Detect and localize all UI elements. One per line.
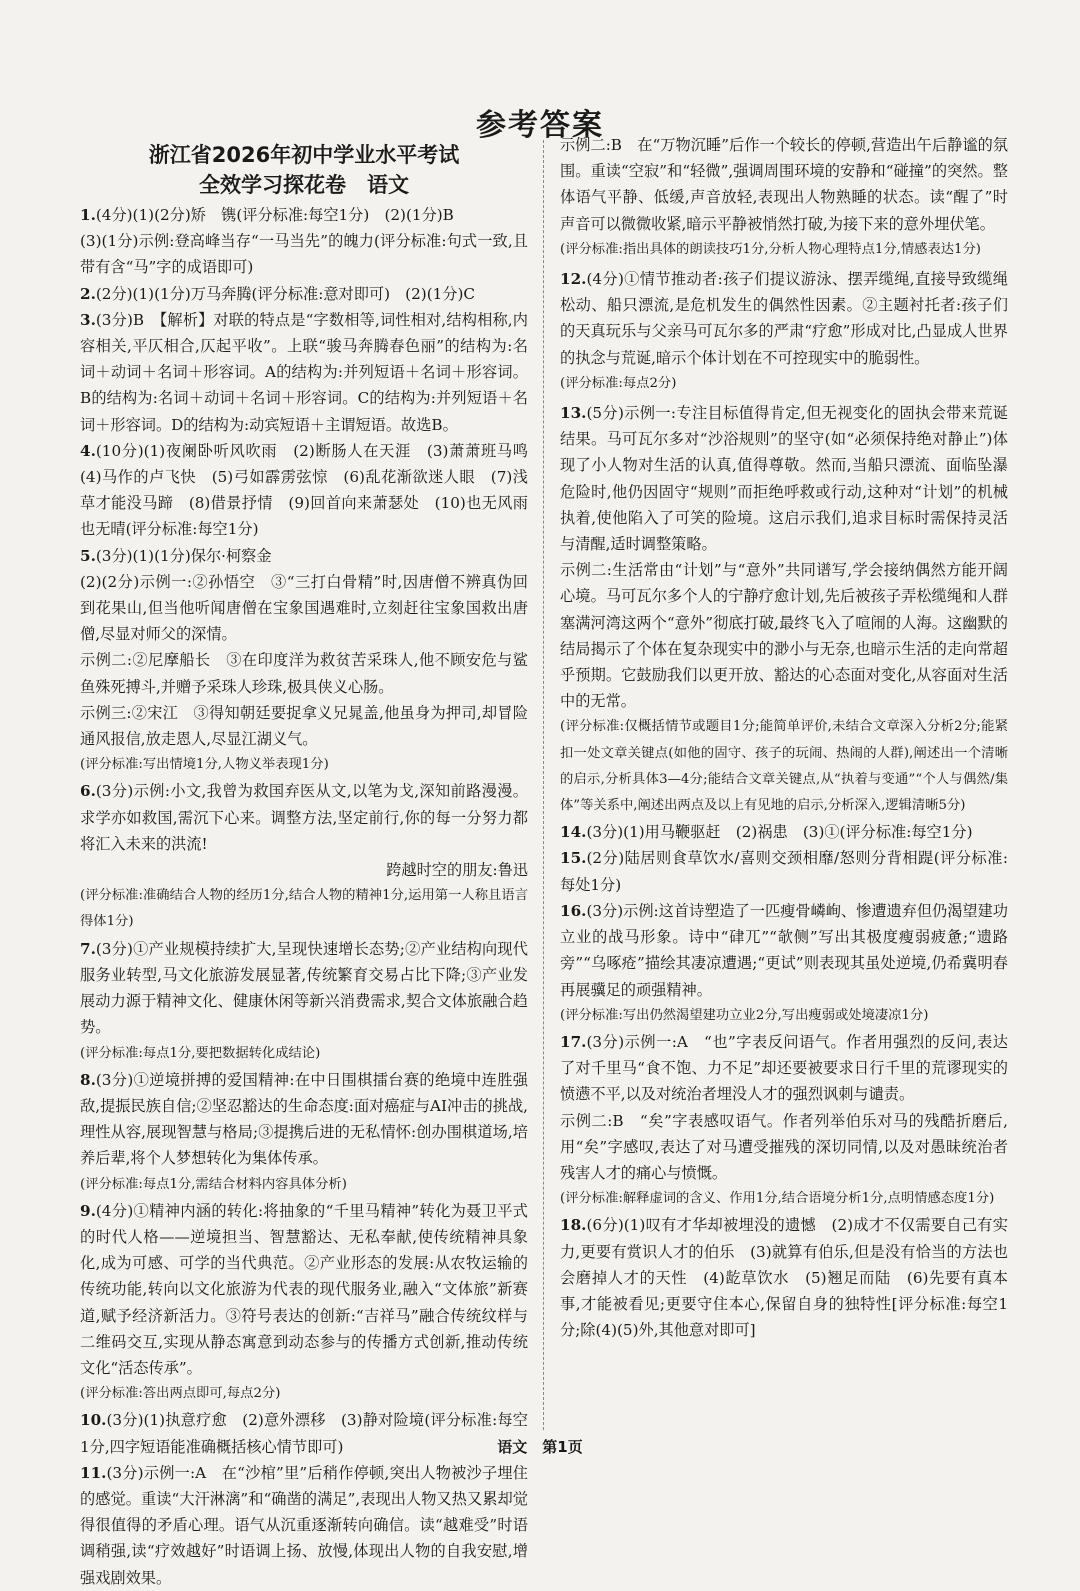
page-footer: 语文 第1页 [497,1438,583,1456]
answer-q18: 18.(6分)(1)叹有才华却被埋没的遗憾 (2)成才不仅需要自己有实力,更要有赏识人才的伯乐 (3)就算有伯乐,但是没有恰当的方法也会磨掉人才的天性 (4)龁草饮水 (5)翘足而陆 (6)先要有真本事,才能被看见;更要守住本心,保留自身的独特性[评分标准:每空1分;除(4)(5)外,其他意对即可] [560,1216,1008,1340]
answer-q1: 1.(4分)(1)(2分)矫 镌(评分标准:每空1分) (2)(1分)B [80,206,454,224]
answer-q15: 15.(2分)陆居则食草饮水/喜则交颈相靡/怒则分背相踶(评分标准:每处1分) [560,849,1008,894]
answer-q11-example2: 示例二:B 在“万物沉睡”后作一个较长的停顿,营造出午后静谧的氛围。重读“空寂”和“轻微”,强调周围环境的安静和“碰撞”的突然。整体语气平静、低缓,声音放轻,表现出人物熟睡的状态。读“醒了”时声音可以微微收紧,暗示平静被悄然打破,为接下来的意外埋伏笔。 [560,136,1008,233]
page-title: 参考答案 [476,108,604,143]
answer-q9-note: (评分标准:答出两点即可,每点2分) [80,1386,281,1402]
answer-q17-note: (评分标准:解释虚词的含义、作用1分,结合语境分析1分,点明情感态度1分) [560,1191,995,1207]
right-column [560,132,1008,1343]
answer-q6-signature: 跨越时空的朋友:鲁迅 [386,861,528,880]
answer-q6: 6.(3分)示例:小文,我曾为救国弃医从文,以笔为戈,深知前路漫漫。求学亦如救国,需沉下心来。调整方法,坚定前行,你的每一分努力都将汇入未来的洪流! [80,782,528,853]
answer-q13: 13.(5分)示例一:专注目标值得肯定,但无视变化的固执会带来荒诞结果。马可瓦尔多对“沙浴规则”的坚守(如“必须保持绝对静止”)体现了小人物对生活的认真,值得尊敬。然而,当船只漂流、面临坠瀑危险时,他仍因固守“规则”而拒绝呼救或行动,这种对“计划”的机械执着,使他陷入了可笑的险境。这启示我们,追求目标时需保持灵活与清醒,适时调整策略。 [560,404,1008,554]
answer-q12: 12.(4分)①情节推动者:孩子们提议游泳、摆弄缆绳,直接导致缆绳松动、船只漂流,是危机发生的偶然性因素。②主题衬托者:孩子们的天真玩乐与父亲马可瓦尔多的严肃“疗愈”形成对比,凸显成人世界的执念与荒诞,暗示个体计划在不可控现实中的脆弱性。 [560,270,1008,367]
answer-q5-part2: (2)(2分)示例一:②孙悟空 ③“三打白骨精”时,因唐僧不辨真伪回到花果山,但当他听闻唐僧在宝象国遇难时,立刻赶往宝象国救出唐僧,尽显对师父的深情。 [80,572,528,644]
exam-title-line1: 浙江省2026年初中学业水平考试 [148,143,460,167]
answer-q6-note: (评分标准:准确结合人物的经历1分,结合人物的精神1分,运用第一人称且语言得体1分) [80,888,528,930]
column-divider [543,140,544,1430]
answer-q5-note: (评分标准:写出情境1分,人物义举表现1分) [80,757,329,773]
answer-q11-note: (评分标准:指出具体的朗读技巧1分,分析人物心理特点1分,情感表达1分) [560,241,981,257]
answer-q10: 10.(3分)(1)执意疗愈 (2)意外漂移 (3)静对险境(评分标准:每空1分,四字短语能准确概括核心情节即可) [80,1411,528,1456]
answer-q4: 4.(10分)(1)夜阑卧听风吹雨 (2)断肠人在天涯 (3)萧萧班马鸣 (4)马作的卢飞快 (5)弓如霹雳弦惊 (6)乱花渐欲迷人眼 (7)浅草才能没马蹄 (8)借景抒情 (9)回首向来萧瑟处 (10)也无风雨也无晴(评分标准:每空1分) [80,441,544,539]
answer-q12-note: (评分标准:每点2分) [560,375,677,391]
answer-q17-example2: 示例二:B “矣”字表感叹语气。作者列举伯乐对马的残酷折磨后,用“矣”字感叹,表达了对马遭受摧残的深切同情,以及对愚昧统治者残害人才的痛心与愤慨。 [560,1111,1008,1182]
answer-q2: 2.(2分)(1)(1分)万马奔腾(评分标准:意对即可) (2)(1分)C [80,284,476,303]
answer-q16: 16.(3分)示例:这首诗塑造了一匹瘦骨嶙峋、惨遭遗弃但仍渴望建功立业的战马形象。诗中“硉兀”“欹侧”写出其极度瘦弱疲惫;“遗路旁”“乌啄疮”描绘其凄凉遭遇;“更试”则表现其虽处逆境,仍希冀明春再展骥足的顽强精神。 [560,901,1008,999]
answer-q8-note: (评分标准:每点1分,需结合材料内容具体分析) [80,1176,347,1192]
answer-q13-example2: 示例二:生活常由“计划”与“意外”共同谱写,学会接纳偶然方能开阔心境。马可瓦尔多个人的宁静疗愈计划,先后被孩子弄松缆绳和人群塞满河湾这两个“意外”彻底打破,最终飞入了喧闹的人海。这幽默的结局揭示了个体在复杂现实中的渺小与无奈,也暗示生活的走向常超乎预期。它鼓励我们以更开放、豁达的心态面对变化,从容面对生活中的无常。 [560,561,1008,711]
answer-q5-example3: 示例三:②宋江 ③得知朝廷要捉拿义兄晁盖,他虽身为押司,却冒险通风报信,放走恩人,尽显江湖义气。 [80,703,528,749]
answer-q1-part3: (3)(1分)示例:登高峰当存“一马当先”的魄力(评分标准:句式一致,且带有含“马”字的成语即可) [80,232,528,277]
answer-q16-note: (评分标准:写出仍然渴望建功立业2分,写出瘦弱或处境凄凉1分) [560,1007,929,1023]
answer-q7: 7.(3分)①产业规模持续扩大,呈现快速增长态势;②产业结构向现代服务业转型,马文化旅游发展显著,传统繁育交易占比下降;③产业发展动力源于精神文化、健康休闲等新兴消费需求,契合文体旅融合趋势。 [80,939,528,1037]
answer-q14: 14.(3分)(1)用马鞭驱赶 (2)祸患 (3)①(评分标准:每空1分) [560,823,973,842]
answer-q5-example2: 示例二:②尼摩船长 ③在印度洋为救贫苦采珠人,他不顾安危与鲨鱼殊死搏斗,并赠予采珠人珍珠,极具侠义心肠。 [80,651,528,696]
answer-q9: 9.(4分)①精神内涵的转化:将抽象的“千里马精神”转化为聂卫平式的时代人格——逆境担当、智慧豁达、无私奉献,使传统精神具象化,成为可感、可学的当代典范。②产业形态的发展:从农牧运输的传统功能,转向以文化旅游为代表的现代服务业,融入“文体旅”新赛道,赋予经济新活力。③符号表达的创新:“吉祥马”融合传统纹样与二维码交互,实现从静态寓意到动态参与的传播方式创新,推动传统文化“活态传承”。 [80,1201,528,1377]
answer-q13-note: (评分标准:仅概括情节或题目1分;能简单评价,未结合文章深入分析2分;能紧扣一处文章关键点(如他的固守、孩子的玩闹、热闹的人群),阐述出一个清晰的启示,分析具体3—4分;能结合文章关键点,从“执着与变通”“个人与偶然/集体”等关系中,阐述出两点及以上有见地的启示,分析深入,逻辑清晰5分) [560,719,1008,814]
exam-title-line2: 全效学习探花卷 语文 [199,173,409,197]
answer-q8: 8.(3分)①逆境拼搏的爱国精神:在中日围棋擂台赛的绝境中连胜强敌,提振民族自信;②坚忍豁达的生命态度:面对癌症与AI冲击的挑战,理性从容,展现智慧与格局;③提携后进的无私情怀:创办围棋道场,培养后辈,将个人梦想转化为集体传承。 [80,1070,528,1168]
answer-q17: 17.(3分)示例一:A “也”字表反问语气。作者用强烈的反问,表达了对千里马“食不饱、力不足”却还要被要求日行千里的荒谬现实的愤懑不平,以及对统治者埋没人才的强烈讽刺与谴责。 [560,1032,1008,1104]
answer-q11: 11.(3分)示例一:A 在“沙棺”里”后稍作停顿,突出人物被沙子埋住的感觉。重读“大汗淋漓”和“确凿的满足”,表现出人物又热又累却觉得很值得的矛盾心理。语气从沉重逐渐转向确信。读“越难受”时语调稍强,读“疗效越好”时语调上扬、放慢,体现出人物的自我安慰,增强戏剧效果。 [80,1463,528,1587]
answer-q7-note: (评分标准:每点1分,要把数据转化成结论) [80,1045,321,1061]
answer-q3: 3.(3分)B 【解析】对联的特点是“字数相等,词性相对,结构相称,内容相关,平仄相合,仄起平收”。上联“骏马奔腾春色丽”的结构为:名词＋动词＋名词＋形容词。A的结构为:并列短语＋名词＋形容词。B的结构为:名词＋动词＋名词＋形容词。C的结构为:并列短语＋名词＋形容词。D的结构为:动宾短语＋主谓短语。故选B。 [80,310,528,434]
answer-q5: 5.(3分)(1)(1分)保尔·柯察金 [80,546,272,565]
